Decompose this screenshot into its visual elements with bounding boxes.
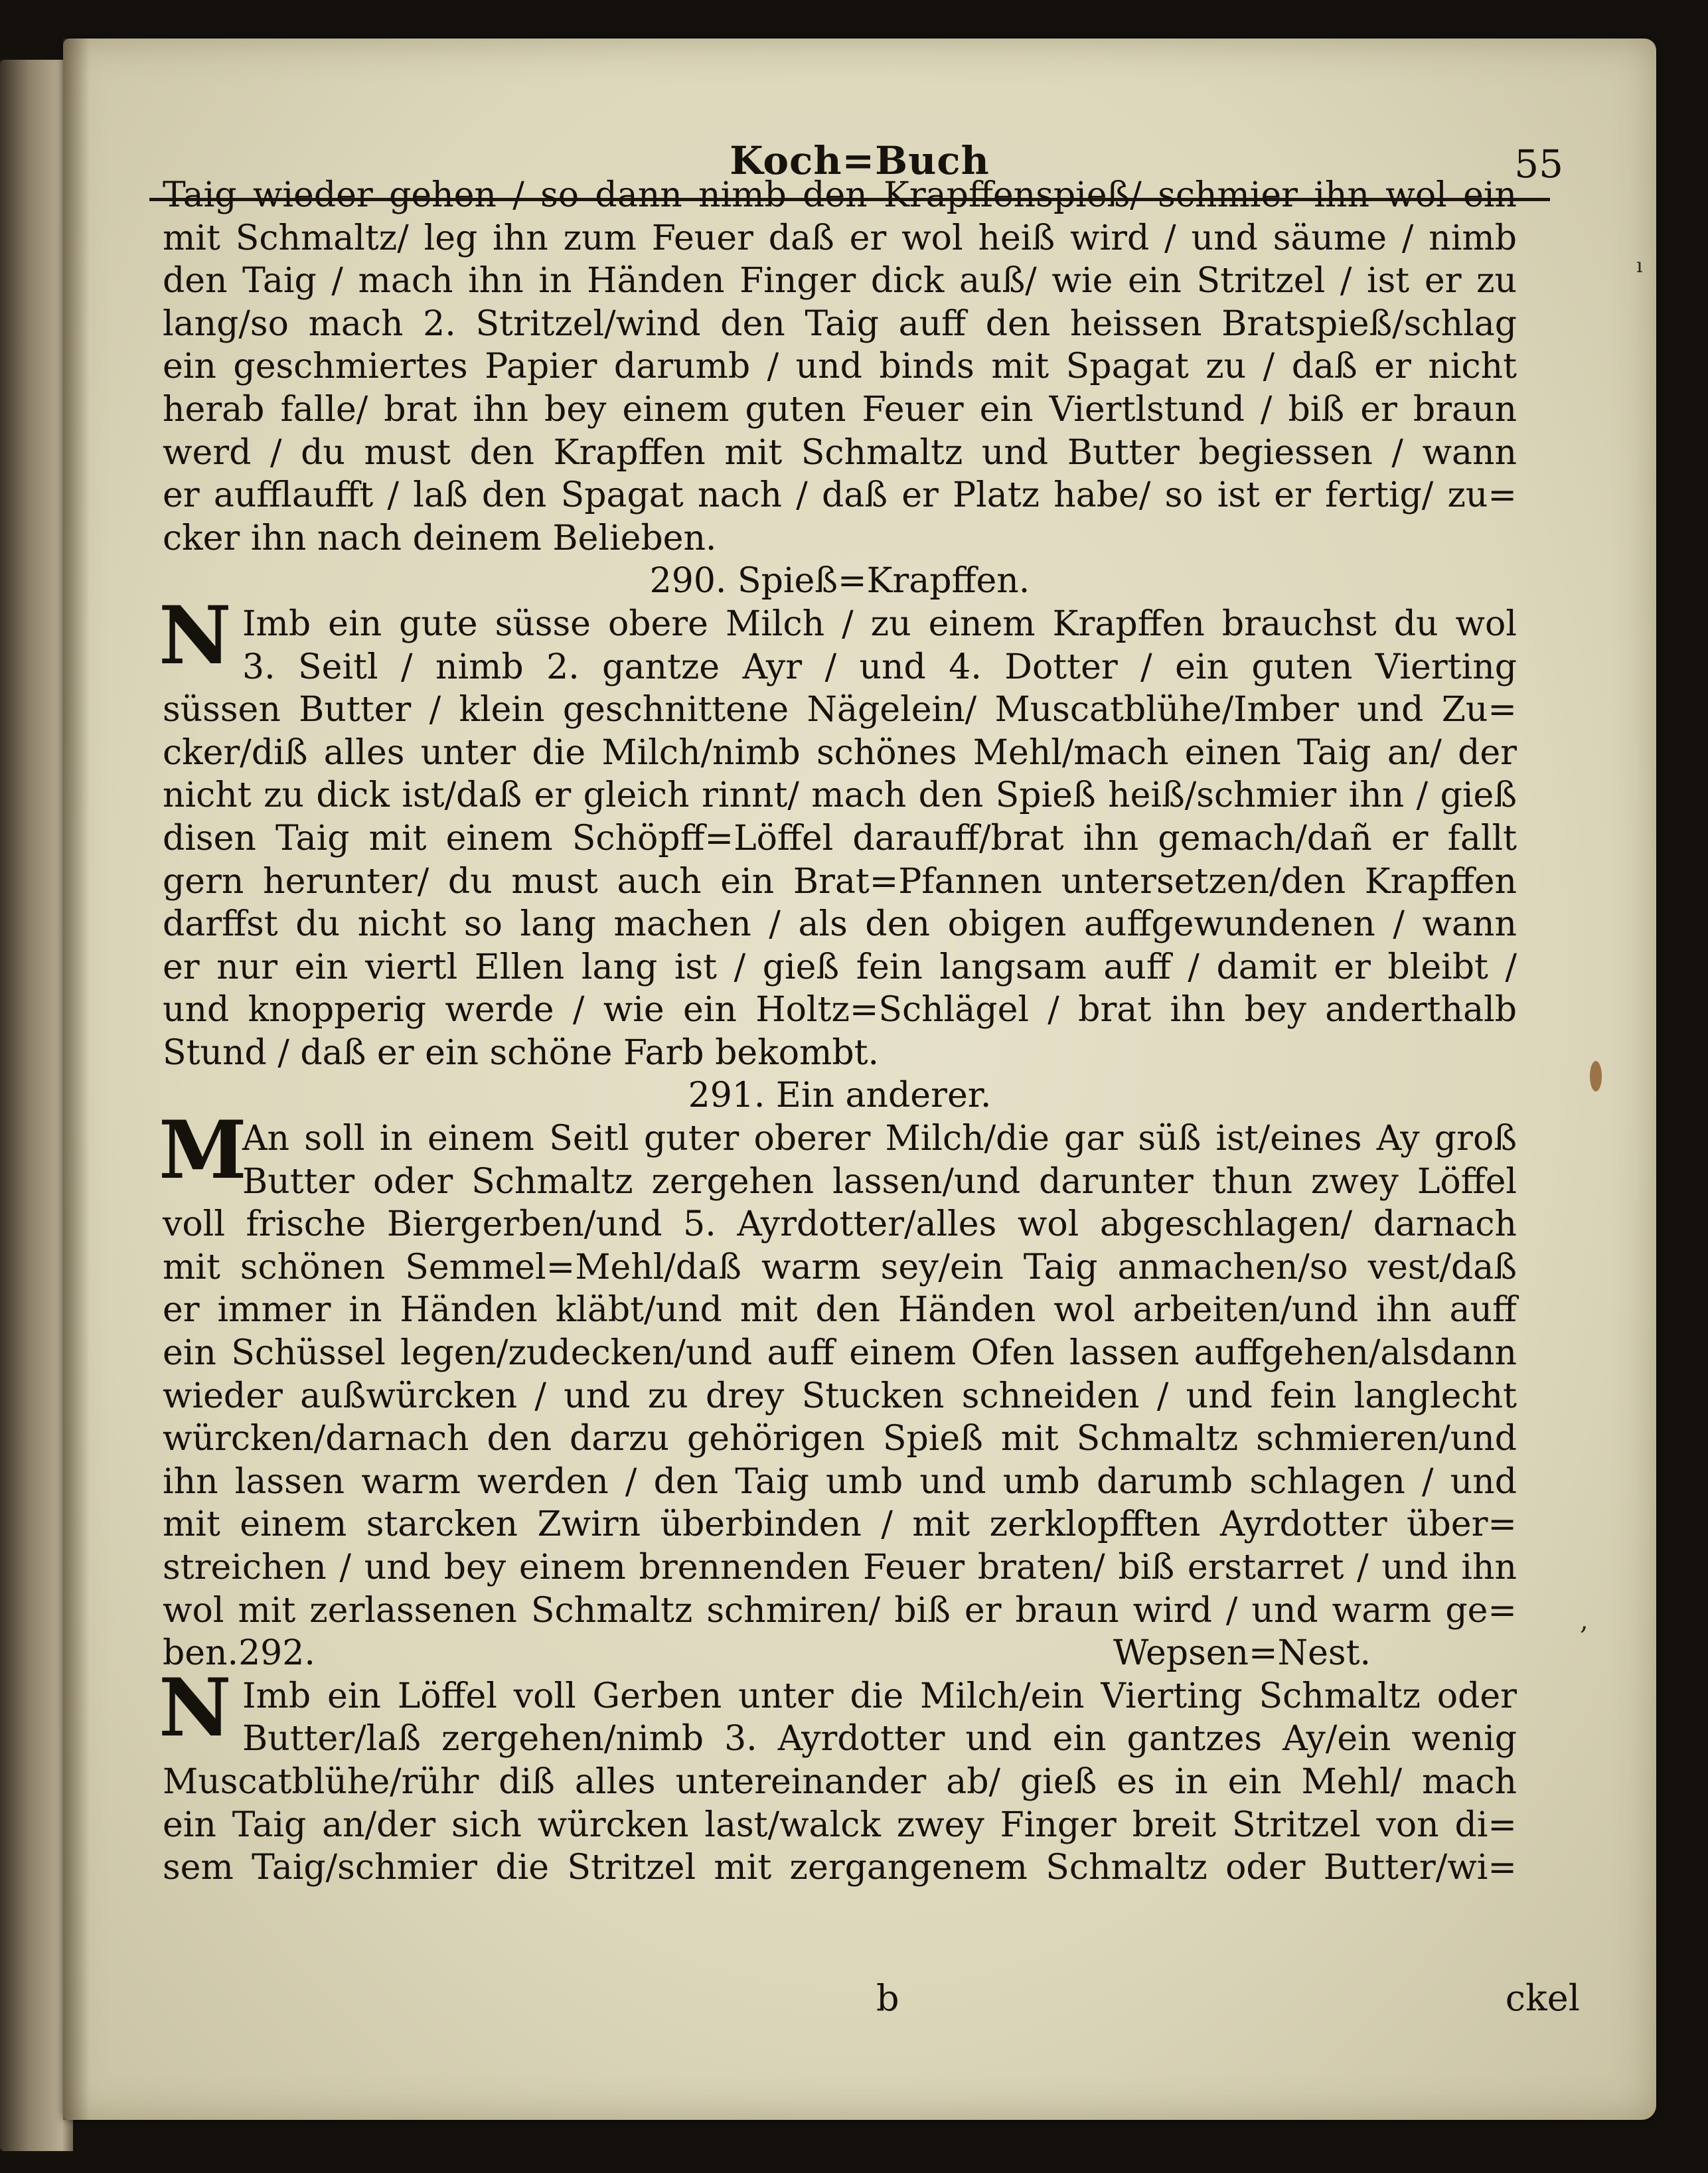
recipe-heading: 290. Spieß=Krapffen. xyxy=(649,561,1030,602)
text-line: mit einem starcken Zwirn überbinden / mit zerklopfften Ayrdotter über= xyxy=(163,1504,1517,1545)
text-line: disen Taig mit einem Schöpff=Löffel darauff/brat ihn gemach/dañ er fallt xyxy=(163,818,1517,858)
text-line: Imb ein Löffel voll Gerben unter die Milch/ein Vierting Schmaltz oder xyxy=(242,1676,1517,1716)
text-line: Imb ein gute süsse obere Milch / zu einem Krapffen brauchst du wol xyxy=(242,604,1517,644)
text-line: Muscatblühe/rühr diß alles untereinander ab/ gieß es in ein Mehl/ mach xyxy=(163,1761,1517,1802)
page-number: 55 xyxy=(1514,141,1563,187)
text-line: herab falle/ brat ihn bey einem guten Feuer ein Viertlstund / biß er braun xyxy=(163,389,1517,430)
ink-stain xyxy=(1590,1061,1602,1091)
text-line: Butter/laß zergehen/nimb 3. Ayrdotter und ein gantzes Ay/ein wenig xyxy=(242,1719,1517,1759)
previous-page-edge xyxy=(0,60,73,2151)
text-line: er immer in Händen kläbt/und mit den Händen wol arbeiten/und ihn auff xyxy=(163,1290,1517,1330)
catchword: ckel xyxy=(1505,1977,1580,2019)
text-line: cker/diß alles unter die Milch/nimb schönes Mehl/mach einen Taig an/ der xyxy=(163,732,1517,773)
recipe-heading: 292. Wepsen=Nest. xyxy=(238,1633,1371,1674)
recipe-break-line xyxy=(163,1632,1517,1675)
text-line: Stund / daß er ein schöne Farb bekombt. xyxy=(163,1032,880,1073)
text-line: wol mit zerlassenen Schmaltz schmiren/ biß er braun wird / und warm ge= xyxy=(163,1590,1517,1631)
text-line: er aufflaufft / laß den Spagat nach / daß er Platz habe/ so ist er fertig/ zu= xyxy=(163,475,1517,516)
margin-mark: , xyxy=(1580,1605,1589,1636)
text-line: ein Schüssel legen/zudecken/und auff einem Ofen lassen auffgehen/alsdann xyxy=(163,1333,1517,1374)
page-footer xyxy=(226,1977,1580,2037)
running-title: Koch=Buch xyxy=(730,138,990,183)
text-line: ihn lassen warm werden / den Taig umb und umb darumb schlagen / und xyxy=(163,1461,1517,1502)
page-body xyxy=(159,174,1517,1890)
text-line: Taig wieder gehen / so dann nimb den Krapffenspieß/ schmier ihn wol ein xyxy=(163,175,1517,215)
margin-mark: ı xyxy=(1636,254,1643,278)
text-line: voll frische Biergerben/und 5. Ayrdotter/alles wol abgeschlagen/ darnach xyxy=(163,1204,1517,1245)
text-line: ein Taig an/der sich würcken last/walck zwey Finger breit Stritzel von di= xyxy=(163,1805,1517,1845)
signature-mark: b xyxy=(876,1977,899,2019)
text-line: sem Taig/schmier die Stritzel mit zergangenem Schmaltz oder Butter/wi= xyxy=(163,1848,1517,1888)
text-line: 3. Seitl / nimb 2. gantze Ayr / und 4. Dotter / ein guten Vierting xyxy=(242,647,1517,687)
text-line: süssen Butter / klein geschnittene Nägelein/ Muscatblühe/Imber und Zu= xyxy=(163,690,1517,730)
drop-cap: N xyxy=(159,588,232,683)
text-line: werd / du must den Krapffen mit Schmaltz und Butter begiessen / wann xyxy=(163,432,1517,473)
text-line: wieder außwürcken / und zu drey Stucken schneiden / und fein langlecht xyxy=(163,1376,1517,1416)
text-line: nicht zu dick ist/daß er gleich rinnt/ mach den Spieß heiß/schmier ihn / gieß xyxy=(163,775,1517,816)
text-line-end: ben. xyxy=(163,1633,239,1674)
text-line: An soll in einem Seitl guter oberer Milch/die gar süß ist/eines Ay groß xyxy=(242,1119,1517,1159)
text-line: streichen / und bey einem brennenden Feuer braten/ biß erstarret / und ihn xyxy=(163,1548,1517,1587)
drop-cap: M xyxy=(159,1103,247,1198)
text-line: den Taig / mach ihn in Händen Finger dick auß/ wie ein Stritzel / ist er zu xyxy=(163,261,1517,301)
drop-cap: N xyxy=(159,1660,232,1755)
recipe-heading: 291. Ein anderer. xyxy=(688,1076,992,1116)
page-gutter-shadow xyxy=(63,39,90,2120)
text-line: ein geschmiertes Papier darumb / und binds mit Spagat zu / daß er nicht xyxy=(163,347,1517,387)
text-line: würcken/darnach den darzu gehörigen Spieß mit Schmaltz schmieren/und xyxy=(163,1419,1517,1459)
text-line: darffst du nicht so lang machen / als den obigen auffgewundenen / wann xyxy=(163,904,1517,945)
text-line: er nur ein viertl Ellen lang ist / gieß fein langsam auff / damit er bleibt / xyxy=(163,947,1517,987)
text-line: cker ihn nach deinem Belieben. xyxy=(163,518,717,558)
text-line: Butter oder Schmaltz zergehen lassen/und darunter thun zwey Löffel xyxy=(242,1161,1517,1202)
text-line: gern herunter/ du must auch ein Brat=Pfannen untersetzen/den Krapffen xyxy=(163,861,1517,902)
text-line: und knopperig werde / wie ein Holtz=Schlägel / brat ihn bey anderthalb xyxy=(163,990,1517,1030)
text-line: mit Schmaltz/ leg ihn zum Feuer daß er wol heiß wird / und säume / nimb xyxy=(163,218,1517,258)
text-line: mit schönen Semmel=Mehl/daß warm sey/ein Taig anmachen/so vest/daß xyxy=(163,1247,1517,1287)
text-line: lang/so mach 2. Stritzel/wind den Taig auff den heissen Bratspieß/schlag xyxy=(163,303,1517,344)
